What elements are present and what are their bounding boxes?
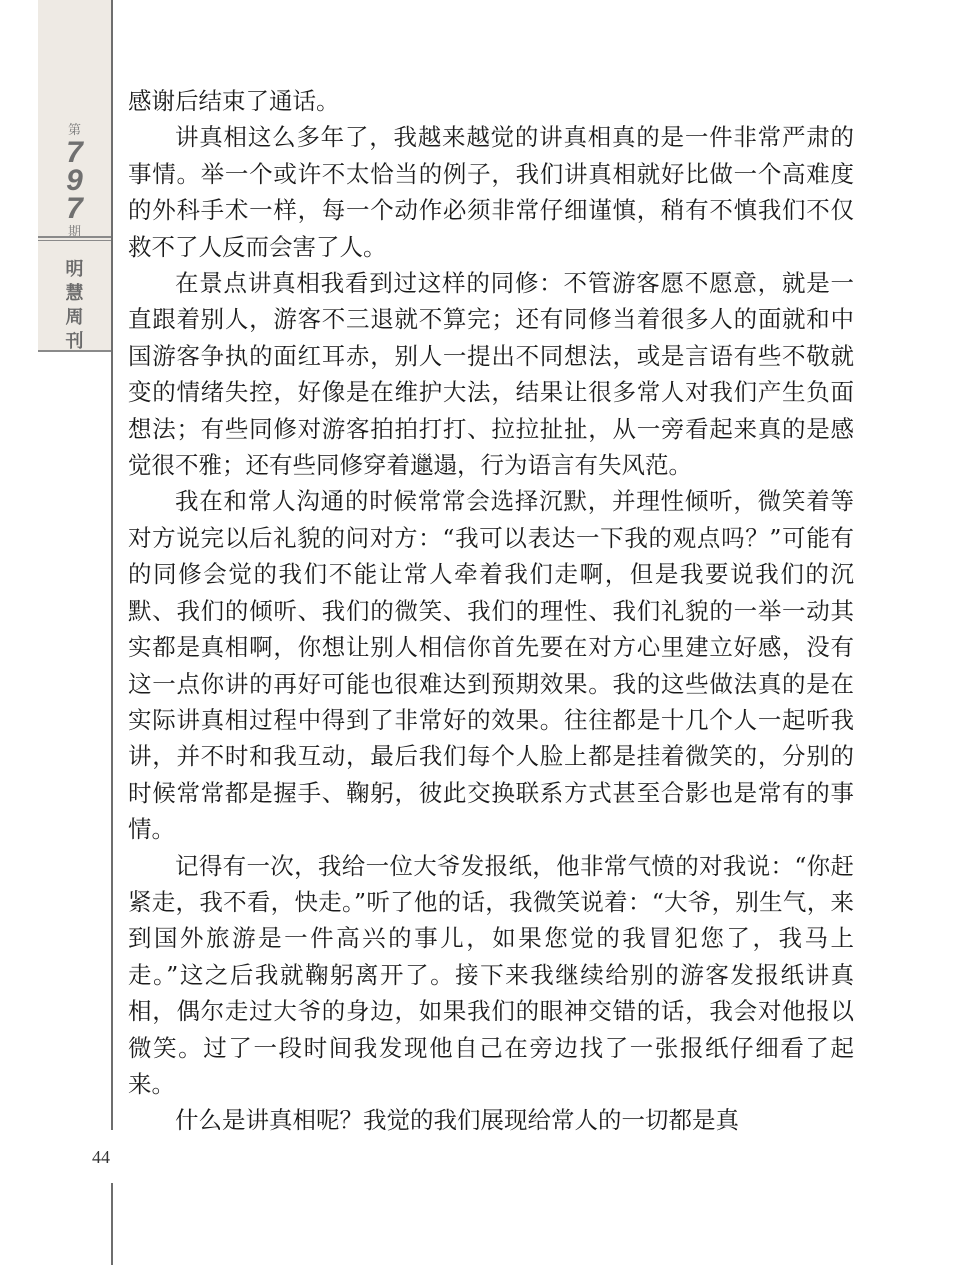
article-body [128, 83, 854, 1139]
magazine-char: 慧 [65, 283, 84, 304]
magazine-char: 明 [65, 259, 84, 280]
paragraph: 什么是讲真相呢？我觉的我们展现给常人的一切都是真 [175, 1106, 739, 1135]
margin-rule-top [111, 0, 113, 1130]
sidebar-tab [38, 0, 111, 352]
issue-label [38, 123, 111, 241]
paragraph: 记得有一次，我给一位大爷发报纸，他非常气愤的对我说：“你赶紧走，我不看，快走。”听了他的话，我微笑说着：“大爷，别生气，来到国外旅游是一件高兴的事儿，如果您觉的我冒犯您了，我马上走。”这之后我就鞠躬离开了。接下来我继续给别的游客发报纸讲真相，偶尔走过大爷的身边，如果我们的眼神交错的话，我会对他报以微笑。过了一段时间我发现他自己在旁边找了一张报纸仔细看了起来。 [128, 851, 854, 1098]
magazine-name [38, 258, 111, 354]
magazine-char: 刊 [65, 331, 84, 352]
issue-digit: 7 [66, 192, 83, 225]
magazine-char: 周 [65, 307, 84, 328]
margin-rule-bottom [111, 1183, 113, 1265]
issue-digit: 9 [66, 164, 83, 197]
paragraph: 感谢后结束了通话。 [128, 87, 340, 115]
issue-prefix: 第 [67, 123, 81, 138]
page-number: 44 [92, 1147, 110, 1167]
issue-number [38, 136, 111, 225]
paragraph: 讲真相这么多年了，我越来越觉的讲真相真的是一件非常严肃的事情。举一个或许不太恰当的例子，我们讲真相就好比做一个高难度的外科手术一样，每一个动作必须非常仔细谨慎，稍有不慎我们不仅救不了人反而会害了人。 [128, 123, 854, 261]
paragraph: 在景点讲真相我看到过这样的同修：不管游客愿不愿意，就是一直跟着别人，游客不三退就不算完；还有同修当着很多人的面就和中国游客争执的面红耳赤，别人一提出不同想法，或是言语有些不敬就变的情绪失控，好像是在维护大法，结果让很多常人对我们产生负面想法；有些同修对游客拍拍打打、拉拉扯扯，从一旁看起来真的是感觉很不雅；还有些同修穿着邋遢，行为语言有失风范。 [128, 269, 854, 480]
issue-digit: 7 [66, 136, 83, 169]
paragraph: 我在和常人沟通的时候常常会选择沉默，并理性倾听，微笑着等对方说完以后礼貌的问对方：“我可以表达一下我的观点吗？”可能有的同修会觉的我们不能让常人牵着我们走啊，但是我要说我们的沉默、我们的倾听、我们的微笑、我们的理性、我们礼貌的一举一动其实都是真相啊，你想让别人相信你首先要在对方心里建立好感，没有这一点你讲的再好可能也很难达到预期效果。我的这些做法真的是在实际讲真相过程中得到了非常好的效果。往往都是十几个人一起听我讲，并不时和我互动，最后我们每个人脸上都是挂着微笑的，分别的时候常常都是握手、鞠躬，彼此交换联系方式甚至合影也是常有的事情。 [128, 487, 854, 844]
sidebar-divider [38, 236, 111, 241]
issue-suffix: 期 [67, 225, 81, 240]
